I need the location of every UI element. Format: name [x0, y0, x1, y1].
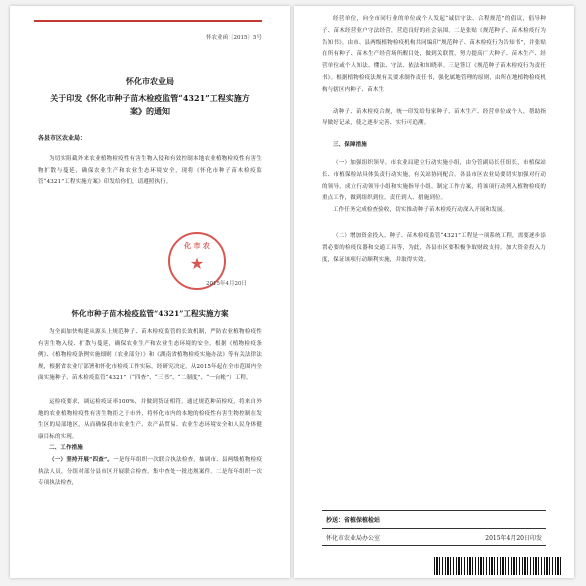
plan-goal-paragraph: 运检疫要求，调运检疫证率100%，并做到货证相符。通过规范种苗检疫，将来自外地的农业植物检疫性有害生物拒之于市外，将怀化市内的本地的检疫性有害生物控制在发生区的局部地区，从而确保我市农业生产、农产品贸易、农业生态环境安全和人民身体健康目标的实现。 [38, 398, 262, 440]
measure-item-one-text: 一是每年组织一次联合执法检查，抽调市、县两级植物检疫执法人员，分组对部分县市区开展联合检查，集中查处一批违规案件。二是每年组织一次专项执法检查， [38, 456, 262, 487]
plan-title: 怀化市种子苗木检疫监管“4321”工程实施方案 [71, 309, 229, 318]
measure-item-one [38, 455, 262, 490]
ledger-paragraph: 动种子、苗木检疫合规，统一印发给每家种子、苗木生产、经营单位或个人，帮助指导做好记录，使之逐步完善、实行可追溯。 [322, 108, 546, 127]
signature-date: 2015年4月20日 [206, 281, 247, 287]
red-header-line [34, 20, 262, 22]
section-heading-safeguards: 三、保障措施 [333, 142, 367, 149]
distribution-divider [322, 528, 546, 529]
cc-recipient: 省植保植检站 [344, 517, 381, 524]
issuing-agency: 怀化市农业局 [126, 76, 174, 86]
cc-label: 抄送： [326, 517, 345, 524]
plan-body [38, 327, 262, 490]
seal-star-icon: ★ [189, 254, 205, 273]
continued-paragraph: 经营单位，向全市同行业的单位或个人发起“诚信守法、合程规范”的倡议，倡导种子、苗木经营业户守法经营，营造良好的社会氛围。二是张贴《规范种子、苗木检疫行为告知书》。由市、县两级植物检疫机构共同编印“规范种子、苗木检疫行为告知书”，并张贴在所有种子、苗木生产经营场所醒目处，做到关联置，努力提高广大种子、苗木生产、经营单位或个人知法、懂法、守法、依法和知晓率。三是签订《规范种子苗木检疫行为责任书》。根据植物检疫法规有关要求制作责任书，强化属地管理的原则，由所在地植物检疫机构与辖区内种子、苗木生 [322, 16, 546, 93]
right-document-page [294, 6, 574, 578]
issue-date: 2015年4月20日印发 [485, 535, 542, 542]
notice-body: 为切实阻截外来农业植物检疫性有害生物入侵和有效控制本地农业植物检疫性有害生物扩散与蔓延，确保农业生产和农业生态环境安全，现将《怀化市种子苗木检疫监管“4321”工程实施方案》印发给你们，请遵照执行。 [38, 156, 262, 186]
document-number: 怀农业函〔2015〕5号 [206, 35, 262, 41]
issuing-office: 怀化市农业局办公室 [326, 535, 381, 542]
plan-intro-paragraph: 为全面加快构建从源头上规范种子、苗木检疫监管的长效机制，严防农业植物检疫性有害生物入侵、扩散与蔓延，确保农业生产和农业生态环境的安全，根据《植物检疫条例》、《植物检疫条例实施细则（农业部分）》和《湖南省植物检疫实施办法》等有关法律法规，根据省农业厅部署和怀化市检疫工作实际，经研究决定，从2015年起在全市范围内全面实施种子、苗木检疫监管“4321”（“四查”、“三书”、“二制度”、“一台帐”）工程。 [38, 329, 262, 382]
notice-title: 关于印发《怀化市种子苗木检疫监管“4321”工程实施方案》的通知 [50, 93, 250, 116]
left-document-page [10, 6, 290, 578]
addressee: 各县市区农业局： [38, 135, 87, 142]
safeguard-item-one: （一）加强组织领导。市农业局建立行动实施小组，由分管副局长任组长，市植保站长、市植保检站具体负责行动实施，有关站协同配合。各县市区农业局要切实加强对行动的领导，成立行动领导小组和实施指导小组，制定工作方案，将该项行动列入植物检疫的重点工作，做到组织到位，责任到人、措施到位。 [322, 159, 546, 202]
section-heading-measures: 二、工作措施 [49, 445, 83, 452]
barcode-icon [434, 557, 562, 575]
safeguard-item-two: （二）增加资金投入。种子、苗木检疫监管“4321”工程是一项系统工程，需要逐步添置必要的检疫仪器和交通工具等，为此，各县市区要积极争取财政支持，加大资金投入力度，保证该项行动顺利实施，并取得实效。 [322, 232, 546, 263]
right-page-body [322, 14, 546, 266]
cc-line [326, 515, 380, 524]
safeguard-item-one-tail: 工作任务完成检查验收，切实推动种子苗木检疫行动深入开展和发展。 [333, 207, 509, 214]
seal-text: 化 市 农 [184, 241, 210, 250]
measure-item-one-title: （一）坚持开展“四查”。 [49, 456, 114, 463]
distribution-box [322, 510, 546, 546]
